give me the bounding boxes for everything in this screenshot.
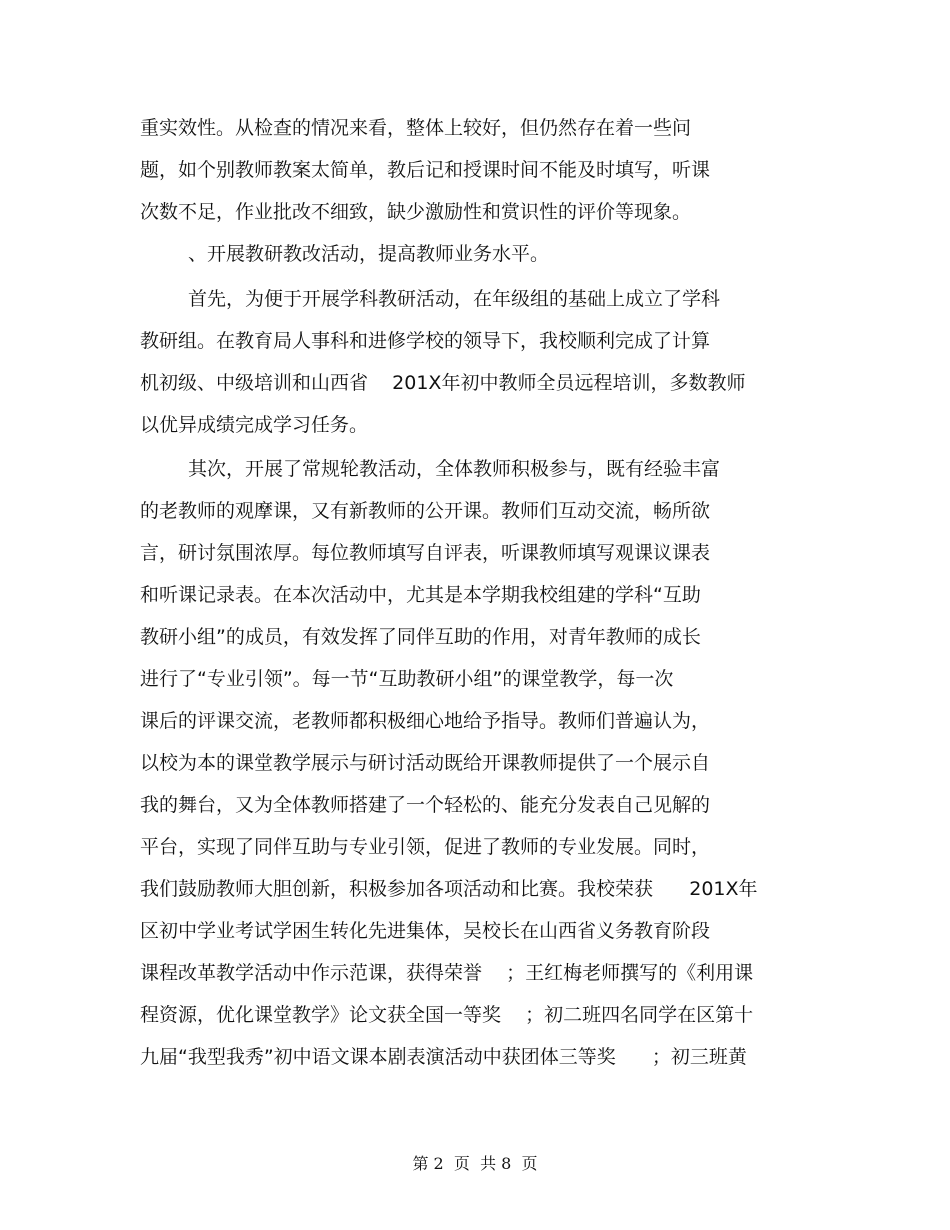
text-line: 次数不足，作业批改不细致，缺少激励性和赏识性的评价等现象。 [140, 201, 692, 223]
text-line: 题，如个别教师教案太简单，教后记和授课时间不能及时填写，听课 [140, 159, 711, 181]
text-line: 教研小组”的成员，有效发挥了同伴互助的作用，对青年教师的成长 [140, 626, 701, 648]
text-line: 九届“我型我秀”初中语文课本剧表演活动中获团体三等奖 ；初三班黄 [140, 1046, 747, 1068]
text-line: 重实效性。从检查的情况来看，整体上较好，但仍然存在着一些问 [140, 117, 692, 139]
text-line: 进行了“专业引领”。每一节“互助教研小组”的课堂教学，每一次 [140, 668, 674, 690]
text-line: 教研组。在教育局人事科和进修学校的领导下，我校顺利完成了计算 [140, 330, 711, 352]
text-line: 言，研讨氛围浓厚。每位教师填写自评表，听课教师填写观课议课表 [140, 542, 711, 564]
text-line: 我们鼓励教师大胆创新，积极参加各项活动和比赛。我校荣获 201X年 [140, 878, 758, 900]
text-line: 课后的评课交流，老教师都积极细心地给予指导。教师们普遍认为， [140, 710, 711, 732]
text-line: 以校为本的课堂教学展示与研讨活动既给开课教师提供了一个展示自 [140, 752, 711, 774]
text-line: 平台，实现了同伴互助与专业引领，促进了教师的专业发展。同时， [140, 836, 711, 858]
text-line: 其次，开展了常规轮教活动，全体教师积极参与，既有经验丰富 [188, 458, 721, 480]
text-line: 机初级、中级培训和山西省 201X年初中教师全员远程培训，多数教师 [140, 372, 746, 394]
section-heading: 、开展教研教改活动，提高教师业务水平。 [188, 243, 550, 265]
text-line: 我的舞台，又为全体教师搭建了一个轻松的、能充分发表自己见解的 [140, 794, 711, 816]
text-line: 程资源，优化课堂教学》论文获全国一等奖 ；初二班四名同学在区第十 [140, 1004, 754, 1026]
text-line: 首先，为便于开展学科教研活动，在年级组的基础上成立了学科 [188, 288, 721, 310]
page-number: 第 2 页 共 8 页 [412, 1154, 538, 1173]
text-line: 以优异成绩完成学习任务。 [140, 414, 369, 436]
text-line: 和听课记录表。在本次活动中，尤其是本学期我校组建的学科“互助 [140, 584, 701, 606]
text-line: 区初中学业考试学困生转化先进集体，吴校长在山西省义务教育阶段 [140, 920, 711, 942]
text-line: 的老教师的观摩课，又有新教师的公开课。教师们互动交流，畅所欲 [140, 500, 711, 522]
text-line: 课程改革教学活动中作示范课，获得荣誉 ；王红梅老师撰写的《利用课 [140, 962, 754, 984]
